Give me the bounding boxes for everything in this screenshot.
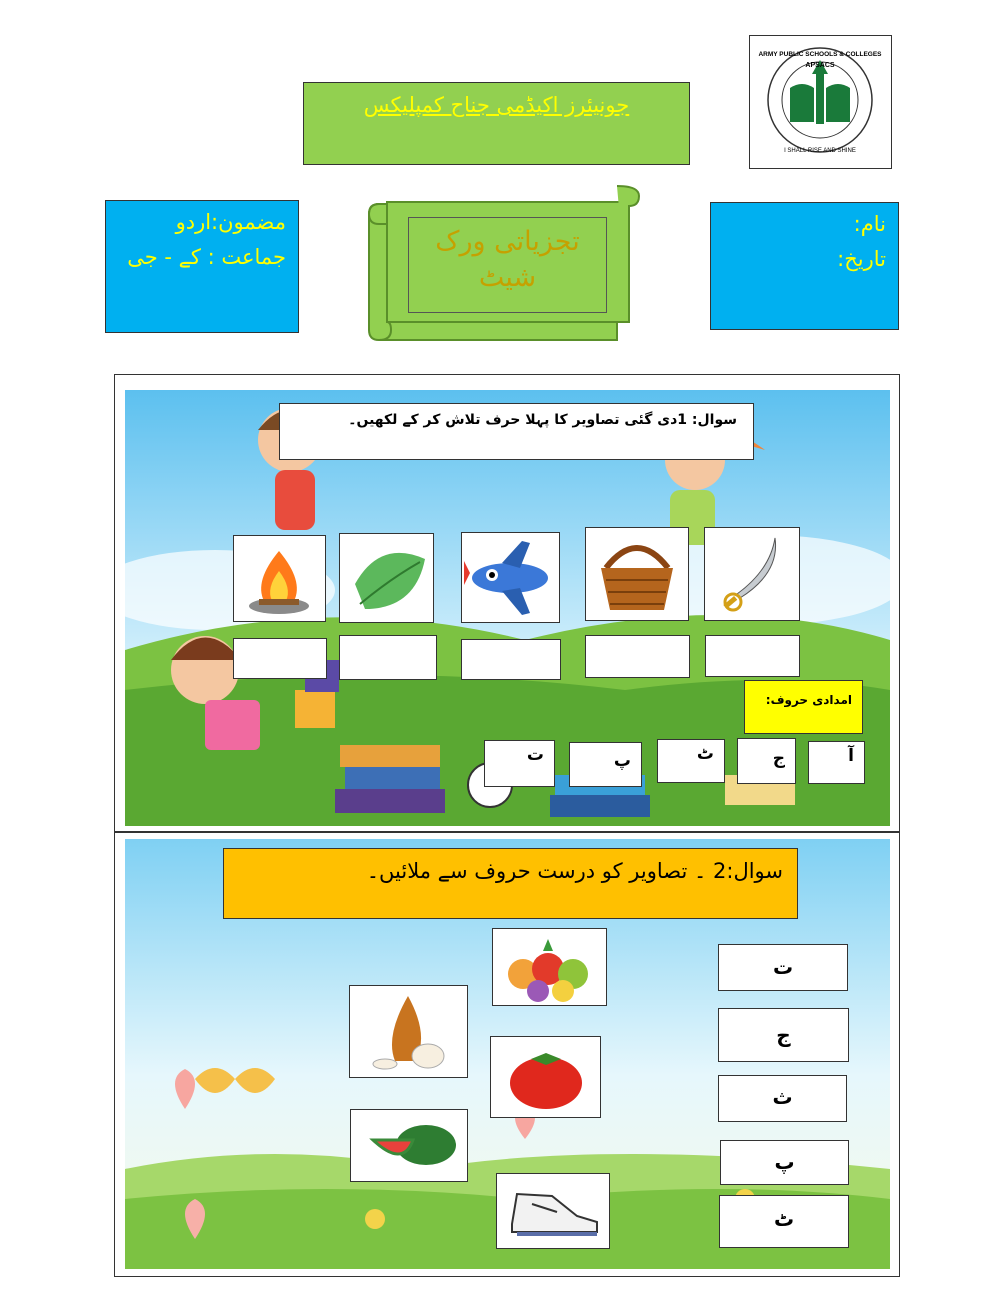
leaf-icon (340, 534, 433, 622)
basket-picture (585, 527, 689, 621)
helper-letter: آ (808, 741, 865, 784)
match-letter[interactable]: ث (718, 1075, 847, 1122)
name-label: نام: (853, 212, 886, 236)
svg-text:APSACS: APSACS (805, 62, 835, 69)
subject-label: مضمون:اردو (175, 210, 286, 234)
school-name: جونیئرز اکیڈمی جناح کمپلیکس (363, 93, 630, 117)
match-letter[interactable]: پ (720, 1140, 849, 1185)
match-letter[interactable]: ج (718, 1008, 849, 1062)
shoe-icon (497, 1174, 609, 1248)
fruits-icon (493, 929, 606, 1005)
answer-box[interactable] (585, 635, 690, 678)
helper-letter: پ (569, 742, 642, 787)
svg-text:ARMY PUBLIC SCHOOLS & COLLEGES: ARMY PUBLIC SCHOOLS & COLLEGES (758, 51, 882, 58)
name-date-card (710, 202, 899, 330)
helper-letters-label: امدادی حروف: (744, 680, 863, 734)
answer-box[interactable] (339, 635, 437, 680)
watermelon-picture (350, 1109, 468, 1182)
helper-letter: ٹ (657, 739, 725, 783)
match-letter[interactable]: ٹ (719, 1195, 849, 1248)
answer-box[interactable] (705, 635, 800, 677)
match-letter[interactable]: ت (718, 944, 848, 991)
sword-icon (705, 528, 799, 620)
date-label: تاریخ: (837, 246, 886, 271)
fruits-picture (492, 928, 607, 1006)
worksheet-title: تجزیاتی ورک شیٹ (408, 217, 607, 313)
sword-picture (704, 527, 800, 621)
shoe-picture (496, 1173, 610, 1249)
answer-box[interactable] (233, 638, 327, 679)
class-label: جماعت : کے - جی (127, 244, 286, 269)
onion-icon (350, 986, 467, 1077)
answer-box[interactable] (461, 639, 561, 680)
question1-text: سوال: 1دی گئی تصاویر کا پہلا حرف تلاش کر کے لکھیں۔ (279, 403, 754, 460)
fire-icon (234, 536, 325, 621)
subject-class-card (105, 200, 299, 333)
onion-picture (349, 985, 468, 1078)
school-name-banner (303, 82, 690, 165)
leaf-picture (339, 533, 434, 623)
svg-text:I SHALL RISE AND SHINE: I SHALL RISE AND SHINE (784, 148, 856, 154)
basket-icon (586, 528, 688, 620)
helper-letter: ت (484, 740, 555, 787)
school-logo (749, 35, 892, 169)
tomato-picture (490, 1036, 601, 1118)
airplane-icon (462, 533, 559, 622)
airplane-picture (461, 532, 560, 623)
watermelon-icon (351, 1110, 467, 1181)
tomato-icon (491, 1037, 600, 1117)
helper-letter: ج (737, 738, 796, 784)
question2-text: سوال:2 ۔ تصاویر کو درست حروف سے ملائیں۔ (223, 848, 798, 919)
fire-picture (233, 535, 326, 622)
